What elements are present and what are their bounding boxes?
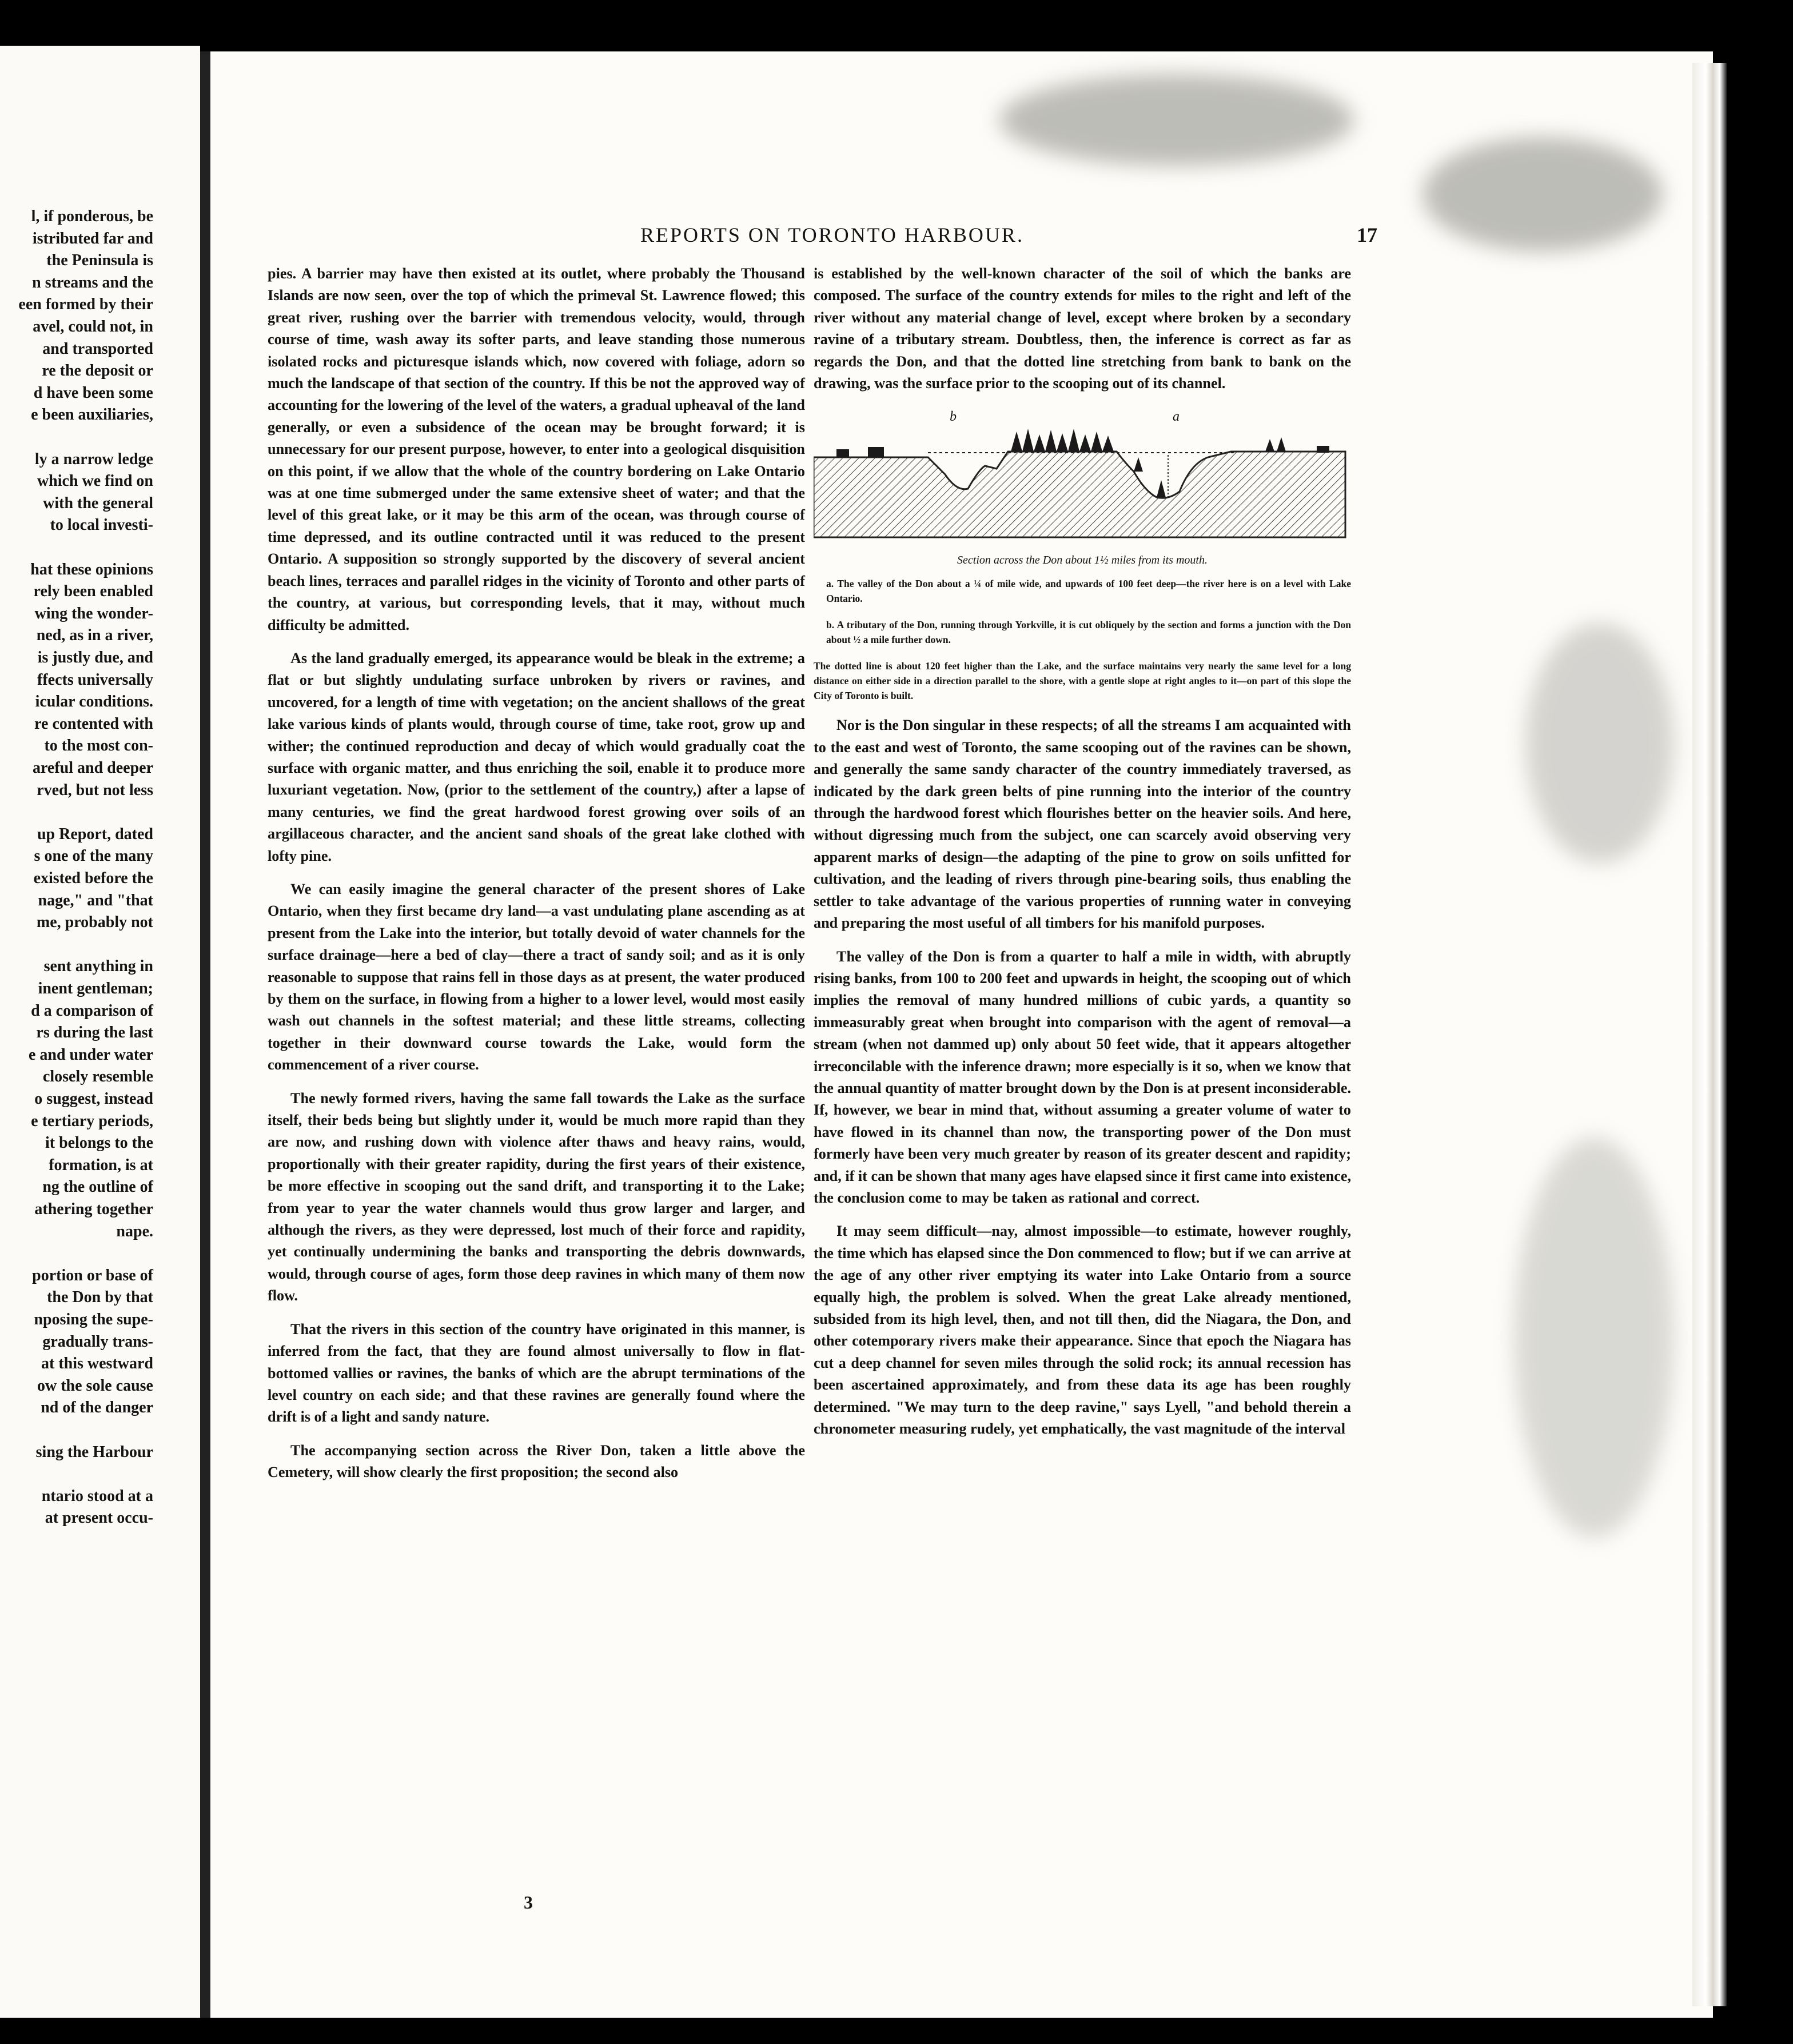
left-page-line: and transported xyxy=(42,340,153,358)
left-page-line: ntario stood at a xyxy=(41,1487,153,1505)
left-page-line: nape. xyxy=(116,1222,153,1240)
right-text-column xyxy=(814,263,1351,1451)
left-page-line: at present occu- xyxy=(45,1509,153,1527)
page-edge xyxy=(1692,63,1727,2006)
figure-note: b. A tributary of the Don, running through Yorkville, it is cut obliquely by the section and forms a junction with the Don about ½ a mile further down. xyxy=(826,619,1351,646)
left-page-line: e tertiary periods, xyxy=(31,1112,153,1130)
ink-smudge xyxy=(999,74,1354,166)
left-page-line: to the most con- xyxy=(44,737,153,755)
left-page-line: ned, as in a river, xyxy=(36,626,153,645)
left-page-line: d have been some xyxy=(33,384,153,402)
figure-note: The dotted line is about 120 feet higher than the Lake, and the surface maintains very nearly the same level for a long distance on either side in a direction parallel to the shore, with a gentle slope at right angles to it—on part of this slope the City of Toronto is built. xyxy=(814,660,1351,702)
left-page-line: up Report, dated xyxy=(37,825,153,843)
left-page-line: nage," and "that xyxy=(38,891,153,909)
left-page-line: areful and deeper xyxy=(32,759,153,777)
paragraph: Nor is the Don singular in these respects; of all the streams I am acquainted with to the east and west of Toronto, the same scooping out of the ravines can be shown, and generally the same sandy character of the country immediately traversed, as indicated by the dark green belts of pine running into the interior of the country through the hardwood forest which flourishes better on the heavier soils. And here, without digressing much from the subject, one can scarcely avoid observing very apparent marks of design—the adapting of the pine to grow on soils unfitted for cultivation, and the leading of rivers through pine-bearing soils, thus enabling the settler to take advantage of the various properties of running water in conveying and preparing the most useful of all timbers for his manifold purposes. xyxy=(814,717,1351,932)
left-page-line: istributed far and xyxy=(32,229,153,247)
left-page-line: ow the sole cause xyxy=(37,1376,153,1395)
left-page-line: s one of the many xyxy=(34,847,153,865)
left-page-line: to local investi- xyxy=(50,516,153,534)
left-page-line: nposing the supe- xyxy=(34,1311,153,1328)
figure-note: a. The valley of the Don about a ¼ of mile wide, and upwards of 100 feet deep—the river here is on a level with Lake Ontario. xyxy=(826,578,1351,605)
left-page-line: d a comparison of xyxy=(31,1001,153,1020)
left-page-line: formation, is at xyxy=(49,1156,153,1174)
left-page-line: inent gentleman; xyxy=(38,980,153,997)
left-page-line: een formed by their xyxy=(18,296,153,314)
left-page-line: existed before the xyxy=(33,869,153,887)
left-page-line: with the general xyxy=(43,494,153,512)
left-page-line: ng the outline of xyxy=(42,1178,153,1196)
paragraph: We can easily imagine the general character of the present shores of Lake Ontario, when they first became dry land—a vast undulating plane ascending as at present from the Lake into the interior, but totally devoid of water channels for the surface drainage—here a bed of clay—there a tract of sandy soil; and as it is only reasonable to suppose that rains fell in those days as at present, the water produced by them on the surface, in flowing from a higher to a lower level, would most easily wash out channels in the softest material; and these little streams, collecting together in their downward course towards the Lake, would form the commencement of a river course. xyxy=(268,880,805,1073)
left-page-line: athering together xyxy=(34,1200,153,1218)
page-number: 17 xyxy=(1357,223,1377,246)
left-page-line: re contented with xyxy=(34,714,153,733)
running-header xyxy=(210,223,1713,257)
left-page-line: wing the wonder- xyxy=(34,604,153,622)
left-page-line: ly a narrow ledge xyxy=(34,450,153,468)
left-page-line: is justly due, and xyxy=(37,649,153,666)
ground-section xyxy=(814,452,1345,537)
left-page-line: nd of the danger xyxy=(41,1399,153,1417)
main-page xyxy=(210,51,1713,2018)
left-page-line: portion or base of xyxy=(32,1266,153,1284)
left-page-line: e and under water xyxy=(28,1045,153,1064)
left-page-line: it belongs to the xyxy=(45,1134,153,1152)
ink-smudge xyxy=(1525,623,1674,863)
left-page-line: the Don by that xyxy=(47,1288,153,1307)
left-page-line: rs during the last xyxy=(36,1024,153,1042)
figure-label-a: a xyxy=(1173,409,1180,425)
left-page-line: closely resemble xyxy=(42,1068,153,1086)
left-page-line: me, probably not xyxy=(36,913,153,932)
left-page-line: ffects universally xyxy=(37,670,153,689)
left-page-line: which we find on xyxy=(37,472,153,490)
left-page-line: icular conditions. xyxy=(35,693,153,711)
figure-label-b: b xyxy=(950,409,957,425)
paragraph: pies. A barrier may have then existed at its outlet, where probably the Thousand Islands are now seen, over the top of which the primeval St. Lawrence flowed; this great river, rushing over the barrier with tremendous velocity, would, through course of time, wash away its softer parts, and leave standing those numerous isolated rocks and picturesque islands which, now covered with foliage, adorn so much the landscape of that section of the country. If this be not the approved way of accounting for the lowering of the level of the waters, a gradual upheaval of the land generally, or even a subsidence of the ocean may be brought forward; it is unnecessary for our present purpose, however, to enter into a geological disquisition on this point, if we allow that the whole of the country bordering on Lake Ontario was at one time submerged under the same extensive sheet of water; and that the level of this great lake, or it may be this arm of the ocean, was through course of time depressed, and its outline contracted until it was reduced to the present Ontario. A supposition so strongly supported by the discovery of several ancient beach lines, terraces and parallel ridges in the vicinity of Toronto and other parts of the country, at various, but corresponding levels, that it may, without much difficulty be admitted. xyxy=(268,265,805,633)
cross-section-drawing xyxy=(814,406,1351,549)
left-page-line: rely been enabled xyxy=(33,582,153,601)
paragraph: The newly formed rivers, having the same fall towards the Lake as the surface itself, their beds being but slightly under it, would be much more rapid than they are now, and rushing down with violence after thaws and heavy rains, would, proportionally with their greater rapidity, during the first years of their existence, be more effective in scooping out the sand drift, and transporting it to the Lake; from year to year the water channels would thus grow larger and larger, and although the rivers, as they were depressed, lost much of their force and rapidity, yet continually undermining the banks and transporting the debris downwards, would, through course of ages, form those deep ravines in which many of them now flow. xyxy=(268,1089,805,1304)
left-page-line: avel, could not, in xyxy=(33,318,153,336)
adjacent-left-page xyxy=(0,46,200,2018)
paragraph: is established by the well-known character of the soil of which the banks are composed. The surface of the country extends for miles to the right and left of the river without any material change of level, except where broken by a secondary ravine of a tributary stream. Doubtless, then, the inference is correct as far as regards the Don, and that the dotted line stretching from bank to bank on the drawing, was the surface prior to the scooping out of its channel. xyxy=(814,265,1351,392)
left-page-line: l, if ponderous, be xyxy=(31,207,153,225)
paragraph: The accompanying section across the River Don, taken a little above the Cemetery, will show clearly the first proposition; the second also xyxy=(268,1442,805,1481)
left-page-line: gradually trans- xyxy=(42,1332,153,1351)
paragraph: It may seem difficult—nay, almost impossible—to estimate, however roughly, the time which has elapsed since the Don commenced to flow; but if we can arrive at the age of any other river emptying its water into Lake Ontario from a source equally high, the problem is solved. When the great Lake already mentioned, subsided from its high level, then, and not till then, did the Niagara, the Don, and other cotemporary rivers make their appearance. Since that epoch the Niagara has cut a deep channel for seven miles through the solid rock; its annual recession has been ascertained approximately, and from these data its age has been roughly determined. "We may turn to the deep ravine," says Lyell, "and behold therein a chronometer measuring rudely, yet emphatically, the vast magnitude of the interval xyxy=(814,1223,1351,1438)
paragraph: The valley of the Don is from a quarter to half a mile in width, with abruptly rising banks, from 100 to 200 feet and upwards in height, the scooping out of which implies the removal of many hundred millions of cubic yards, a quantity so immeasurably great when brought into comparison with the agent of removal—a stream (when not dammed up) only about 50 feet wide, that it appears altogether irreconcilable with the inference drawn; more especially is it so, when we know that the annual quantity of matter brought down by the Don is at present inconsiderable. If, however, we bear in mind that, without assuming a greater volume of water to have flowed in its channel than now, the transporting power of the Don must formerly have been very much greater by reason of its greater descent and rapidity; and, if it can be shown that many ages have elapsed since it first came into existence, the conclusion come to may be taken as rational and correct. xyxy=(814,948,1351,1206)
don-valley-section-figure xyxy=(814,406,1351,549)
left-page-line: sing the Harbour xyxy=(35,1443,153,1461)
left-page-line: at this westward xyxy=(41,1355,153,1373)
left-page-line: e been auxiliaries, xyxy=(31,406,153,424)
left-page-line: the Peninsula is xyxy=(46,251,153,270)
ink-smudge xyxy=(1514,1137,1674,1538)
signature-mark: 3 xyxy=(524,1892,533,1913)
left-text-column xyxy=(268,263,805,1495)
left-page-line: rved, but not less xyxy=(37,781,153,799)
paragraph: As the land gradually emerged, its appearance would be bleak in the extreme; a flat or but slightly undulating surface unbroken by rivers or ravines, and uncovered, for a length of time with vegetation; on the ancient shallows of the great lake various kinds of plants would, through course of time, take root, grow up and wither; the continued reproduction and decay of which would gradually coat the surface with organic matter, and thus enriching the soil, enable it to produce more luxuriant vegetation. Now, (prior to the settlement of the country,) after a lapse of many centuries, we find the great hardwood forest growing over soils of an argillaceous character, and the ancient sand shoals of the great lake clothed with lofty pine. xyxy=(268,649,805,864)
paragraph: That the rivers in this section of the country have originated in this manner, is inferred from the fact, that they are found almost universally to flow in flat-bottomed vallies or ravines, the banks of which are the abrupt terminations of the level country on each side; and that these ravines are generally found where the drift is of a light and sandy nature. xyxy=(268,1320,805,1426)
running-title: REPORTS ON TORONTO HARBOUR. xyxy=(640,223,1024,246)
book-gutter xyxy=(200,51,210,2018)
left-page-line: n streams and the xyxy=(32,273,153,292)
figure-caption: Section across the Don about 1½ miles from its mouth. xyxy=(957,554,1208,567)
left-page-line: o suggest, instead xyxy=(34,1090,153,1108)
left-page-line: sent anything in xyxy=(43,957,153,976)
left-page-line: hat these opinions xyxy=(30,560,153,578)
left-page-line: re the deposit or xyxy=(42,362,153,380)
